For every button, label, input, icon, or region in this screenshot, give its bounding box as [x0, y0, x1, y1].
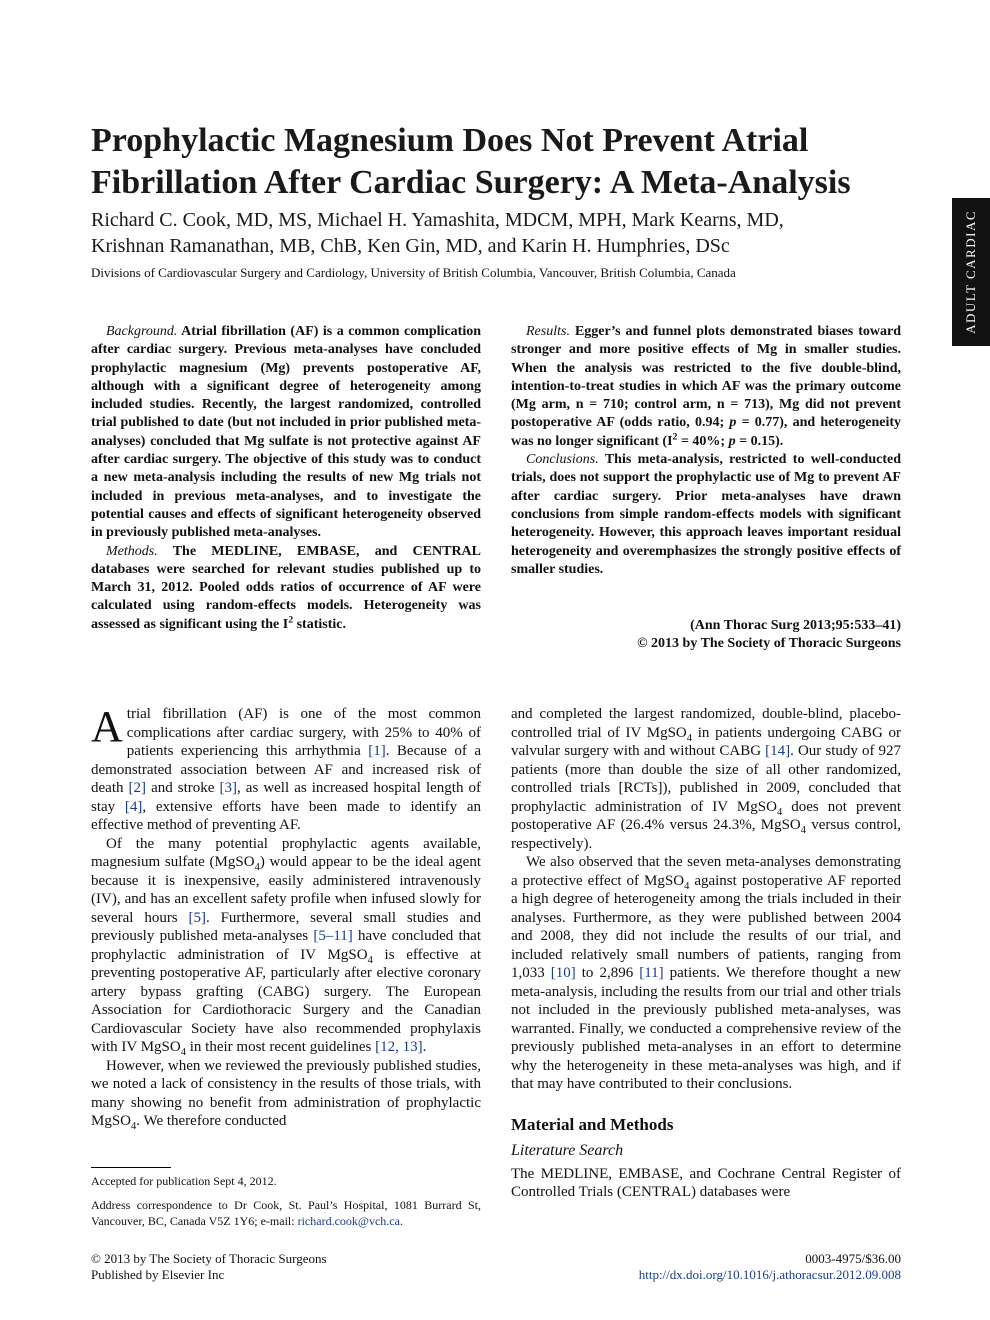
copyright-notice: © 2013 by The Society of Thoracic Surgeons	[637, 636, 901, 652]
doi-link[interactable]: http://dx.doi.org/10.1016/j.athoracsur.2012.09.008	[638, 1267, 901, 1282]
article-title: Prophylactic Magnesium Does Not Prevent Atrial Fibrillation After Cardiac Surgery: A Meta-Analysis	[91, 122, 851, 201]
p2-text-5: is effective at preventing postoperative AF, particularly after elective coronary artery bypass grafting (CABG) surgery. The European Association for Cardiothoracic Surgery and the Canadian Cardiovascular Society have also recommended prophylaxis with IV MgSO	[91, 946, 482, 1055]
p4-text-3: to 2,896	[575, 965, 640, 981]
abstract-conclusions	[511, 451, 901, 579]
background-text: Atrial fibrillation (AF) is a common complication after cardiac surgery. Previous meta-analyses have concluded prophylactic magnesium (Mg) prevents postoperative AF, although with a significant degree of heterogeneity among included studies. Recently, the largest randomized, controlled trial published to date (but not included in prior published meta-analyses) concluded that Mg sulfate is not protective against AF after cardiac surgery. The objective of this study was to conduct a new meta-analysis including the results of new Mg trials not included in previous meta-analyses, and to investigate the potential causes and effects of significant heterogeneity observed in previously published meta-analyses.	[91, 324, 481, 541]
background-heading: Background.	[106, 324, 178, 339]
results-text-4: = 0.15).	[735, 433, 784, 449]
p3-text: However, when we reviewed the previously published studies, we noted a lack of consistency in the results of those trials, with many showing no benefit from administration of prophylactic MgSO	[91, 1057, 481, 1129]
p2-sub-3: 4	[180, 1047, 186, 1058]
results-text-2: = 0.77), and heterogeneity was no longer significant (I	[511, 415, 901, 449]
results-text-3: = 40%;	[677, 433, 729, 449]
abstract-right-column	[511, 323, 901, 579]
p1-text-3: and stroke	[146, 780, 220, 796]
drop-cap: A	[91, 702, 123, 751]
footer-copyright: © 2013 by The Society of Thoracic Surgeons	[91, 1251, 327, 1266]
p2-sub: 4	[254, 862, 260, 873]
body-paragraph-3	[91, 1057, 481, 1131]
p3-text-5: . Our study of 927 patients (more than double the size of all other randomized, controlled trials [RCTs]), published in 2009, concluded that prophylactic administration of IV MgSO	[511, 743, 902, 815]
results-p-2: p	[728, 433, 736, 449]
body-paragraph-5: The MEDLINE, EMBASE, and Cochrane Central Register of Controlled Trials (CENTRAL) databases were	[511, 1165, 901, 1200]
p3-text-6: does not prevent postoperative AF (26.4% versus 24.3%, MgSO	[511, 798, 902, 833]
footnote-accepted: Accepted for publication Sept 4, 2012.	[91, 1174, 277, 1188]
section-side-tab	[952, 198, 990, 346]
email-link[interactable]: richard.cook@vch.ca	[297, 1214, 400, 1228]
body-right-column	[511, 705, 901, 1202]
author-line-1: Richard C. Cook, MD, MS, Michael H. Yamashita, MDCM, MPH, Mark Kearns, MD,	[91, 209, 784, 231]
ref-link-5-11[interactable]: [5–11]	[313, 928, 353, 944]
ref-link-14[interactable]: [14]	[765, 743, 791, 759]
abstract-left-column	[91, 323, 481, 634]
p4-sub: 4	[684, 880, 690, 892]
results-heading: Results.	[526, 324, 570, 339]
author-line-2: Krishnan Ramanathan, MB, ChB, Ken Gin, MD, and Karin H. Humphries, DSc	[91, 235, 730, 257]
body-paragraph-4	[511, 853, 901, 1094]
journal-citation: (Ann Thorac Surg 2013;95:533–41)	[690, 618, 901, 633]
p2-text-2: ) would appear to be the ideal agent because it is inexpensive, easily administered intravenously (IV), and has an excellent safety profile when infused slowly for several hours	[91, 854, 481, 926]
p3-text-2: . We therefore conducted	[136, 1113, 287, 1129]
p2-text: Of the many potential prophylactic agents available, magnesium sulfate (MgSO	[91, 835, 481, 870]
conclusions-text: This meta-analysis, restricted to well-conducted trials, does not support the prophylactic use of Mg to prevent AF after cardiac surgery. Prior meta-analyses have drawn conclusions from simple random-effects models with significant heterogeneity. However, this approach leaves important residual heterogeneity and overemphasizes the strongly positive effects of smaller studies.	[511, 452, 902, 577]
side-tab-label: ADULT CARDIAC	[963, 210, 978, 334]
footnote-address	[91, 1197, 481, 1229]
body-left-column	[91, 702, 482, 1132]
p1-text: trial fibrillation (AF) is one of the most common complications after cardiac surgery, with 25% to 40% of patients experiencing this arrhythmia	[126, 706, 481, 759]
author-list	[91, 207, 911, 259]
p4-text: We also observed that the seven meta-analyses demonstrating a protective effect of MgSO	[511, 854, 901, 889]
ref-link-10[interactable]: [10]	[550, 965, 576, 981]
abstract-methods	[91, 543, 481, 634]
address-end: .	[399, 1214, 403, 1228]
p1-text-4: , as well as increased hospital length of stay	[91, 780, 481, 815]
methods-text-end: statistic.	[293, 616, 346, 632]
footnote-divider	[91, 1167, 171, 1168]
body-paragraph-3-cont	[511, 705, 901, 853]
footer-left	[91, 1251, 327, 1283]
p1-text-5: , extensive efforts have been made to identify an effective method of preventing AF.	[91, 798, 481, 833]
methods-text: The MEDLINE, EMBASE, and CENTRAL databases were searched for relevant studies published up to March 31, 2012. Pooled odds ratios of occurrence of AF were calculated using random-effects models. Heterogeneity was assessed as significant using the I	[91, 543, 482, 632]
abstract-results	[511, 323, 901, 451]
ref-link-5[interactable]: [5]	[188, 909, 206, 926]
p2-text-7: .	[422, 1039, 427, 1055]
body-paragraph-2	[91, 835, 481, 1057]
p2-text-4: have concluded that prophylactic administration of IV MgSO	[91, 928, 481, 963]
results-p: p	[729, 415, 737, 431]
p3-text-7: versus control, respectively).	[511, 817, 901, 852]
footer-issn: 0003-4975/$36.00	[805, 1251, 901, 1266]
ref-link-11[interactable]: [11]	[639, 965, 664, 981]
address-text: Address correspondence to Dr Cook, St. Paul’s Hospital, 1081 Burrard St, Vancouver, BC, Canada V5Z 1Y6; e-mail:	[91, 1198, 481, 1228]
section-heading: Material and Methods	[511, 1114, 674, 1134]
ref-link-3[interactable]: [3]	[219, 780, 237, 796]
body-paragraph-1	[91, 702, 481, 835]
ref-link-2[interactable]: [2]	[128, 780, 147, 796]
ref-link-12-13[interactable]: [12, 13]	[375, 1039, 423, 1055]
p2-text-3: . Furthermore, several small studies and previously published meta-analyses	[91, 909, 481, 944]
p3-sub: 4	[131, 1121, 137, 1132]
ref-link-4[interactable]: [4]	[124, 798, 143, 815]
p4-text-4: patients. We therefore thought a new meta-analysis, including the results from our trial and other trials not included in the previously published meta-analyses, was warranted. Finally, we conducted a comprehensive review of the previously published meta-analyses in an effort to determine why the heterogeneity in these meta-analyses was high, and if that may have contributed to their conclusions.	[511, 965, 902, 1092]
p3-text-3: and completed the largest randomized, double-blind, placebo-controlled trial of IV MgSO	[511, 706, 901, 741]
ref-link-1[interactable]: [1]	[368, 743, 386, 759]
subsection-heading: Literature Search	[511, 1142, 624, 1159]
results-sup: 2	[672, 431, 678, 443]
conclusions-heading: Conclusions.	[526, 452, 599, 468]
methods-heading: Methods.	[106, 543, 158, 559]
p3-text-4: in patients undergoing CABG or valvular surgery with and without CABG	[511, 724, 901, 759]
p2-sub-2: 4	[367, 954, 373, 966]
affiliation: Divisions of Cardiovascular Surgery and Cardiology, University of British Columbia, Vancouver, British Columbia, Canada	[91, 265, 736, 280]
abstract-background	[91, 323, 481, 543]
results-text: Egger’s and funnel plots demonstrated biases toward stronger and more positive effects of Mg in smaller studies. When the analysis was restricted to the five double-blind, intention-to-treat studies in which AF was the primary outcome (Mg arm, n = 710; control arm, n = 713), Mg did not prevent postoperative AF (odds ratio, 0.94;	[511, 324, 901, 431]
p3-sub-3: 4	[776, 806, 783, 818]
p3-sub-2: 4	[686, 732, 693, 744]
p3-sub-4: 4	[800, 825, 807, 836]
methods-sup: 2	[288, 614, 294, 626]
footer-right	[511, 1251, 901, 1283]
p4-text-2: against postoperative AF reported a high degree of heterogeneity among the trials included in their analyses. Furthermore, as they were published between 2004 and 2008, they did not include the results of our trial, and included relatively small numbers of patients, ranging from 1,033	[511, 872, 901, 981]
p1-text-2: . Because of a demonstrated association between AF and increased risk of death	[91, 743, 481, 796]
citation-block	[511, 617, 901, 654]
p2-text-6: in their most recent guidelines	[186, 1039, 376, 1055]
footer-publisher: Published by Elsevier Inc	[91, 1267, 225, 1282]
